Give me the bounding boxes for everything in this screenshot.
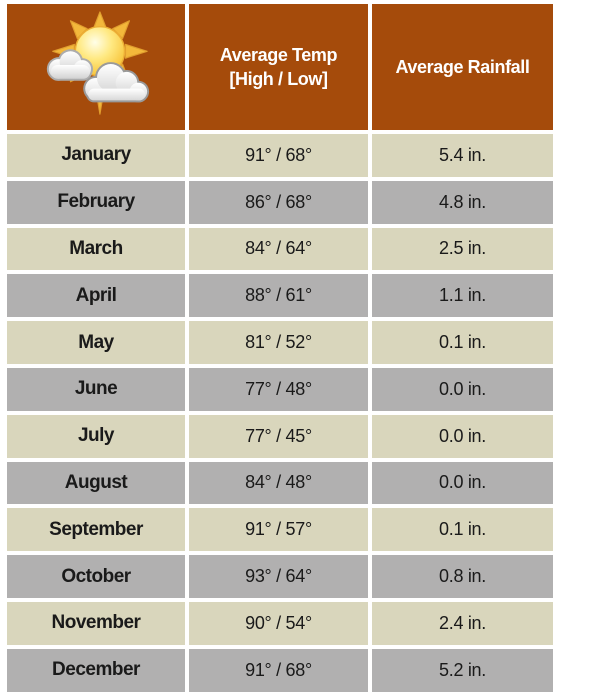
month-cell: July [7, 415, 185, 458]
month-cell: May [7, 321, 185, 364]
month-cell: October [7, 555, 185, 598]
header-temp-column [189, 4, 368, 130]
month-cell: January [7, 134, 185, 177]
temp-cell: 93° / 64° [189, 555, 368, 598]
rainfall-cell: 5.4 in. [372, 134, 553, 177]
table-header-row [7, 4, 553, 130]
temp-cell: 84° / 48° [189, 462, 368, 505]
temp-cell: 77° / 45° [189, 415, 368, 458]
month-cell: June [7, 368, 185, 411]
rainfall-cell: 2.5 in. [372, 228, 553, 271]
rainfall-cell: 0.1 in. [372, 321, 553, 364]
temp-cell: 88° / 61° [189, 274, 368, 317]
temp-cell: 91° / 68° [189, 134, 368, 177]
rainfall-cell: 5.2 in. [372, 649, 553, 692]
month-cell: April [7, 274, 185, 317]
month-cell: September [7, 508, 185, 551]
rainfall-cell: 2.4 in. [372, 602, 553, 645]
rainfall-cell: 0.1 in. [372, 508, 553, 551]
header-rainfall-label: Average Rainfall [395, 56, 530, 77]
rainfall-cell: 0.0 in. [372, 462, 553, 505]
temp-cell: 81° / 52° [189, 321, 368, 364]
temp-cell: 84° / 64° [189, 228, 368, 271]
rainfall-cell: 4.8 in. [372, 181, 553, 224]
rainfall-cell: 0.0 in. [372, 415, 553, 458]
rainfall-cell: 0.0 in. [372, 368, 553, 411]
header-temp-line1: Average Temp [219, 44, 338, 65]
temp-cell: 86° / 68° [189, 181, 368, 224]
temp-cell: 77° / 48° [189, 368, 368, 411]
weather-table [7, 4, 553, 692]
temp-cell: 91° / 68° [189, 649, 368, 692]
month-cell: August [7, 462, 185, 505]
month-cell: November [7, 602, 185, 645]
header-rainfall-column [372, 4, 553, 130]
rainfall-cell: 1.1 in. [372, 274, 553, 317]
temp-cell: 91° / 57° [189, 508, 368, 551]
header-temp-line2: [High / Low] [229, 69, 328, 89]
month-cell: February [7, 181, 185, 224]
rainfall-cell: 0.8 in. [372, 555, 553, 598]
sun-behind-clouds-icon [35, 7, 157, 127]
temp-cell: 90° / 54° [189, 602, 368, 645]
month-cell: December [7, 649, 185, 692]
month-cell: March [7, 228, 185, 271]
header-icon-cell [7, 4, 185, 130]
table-body [7, 134, 553, 692]
